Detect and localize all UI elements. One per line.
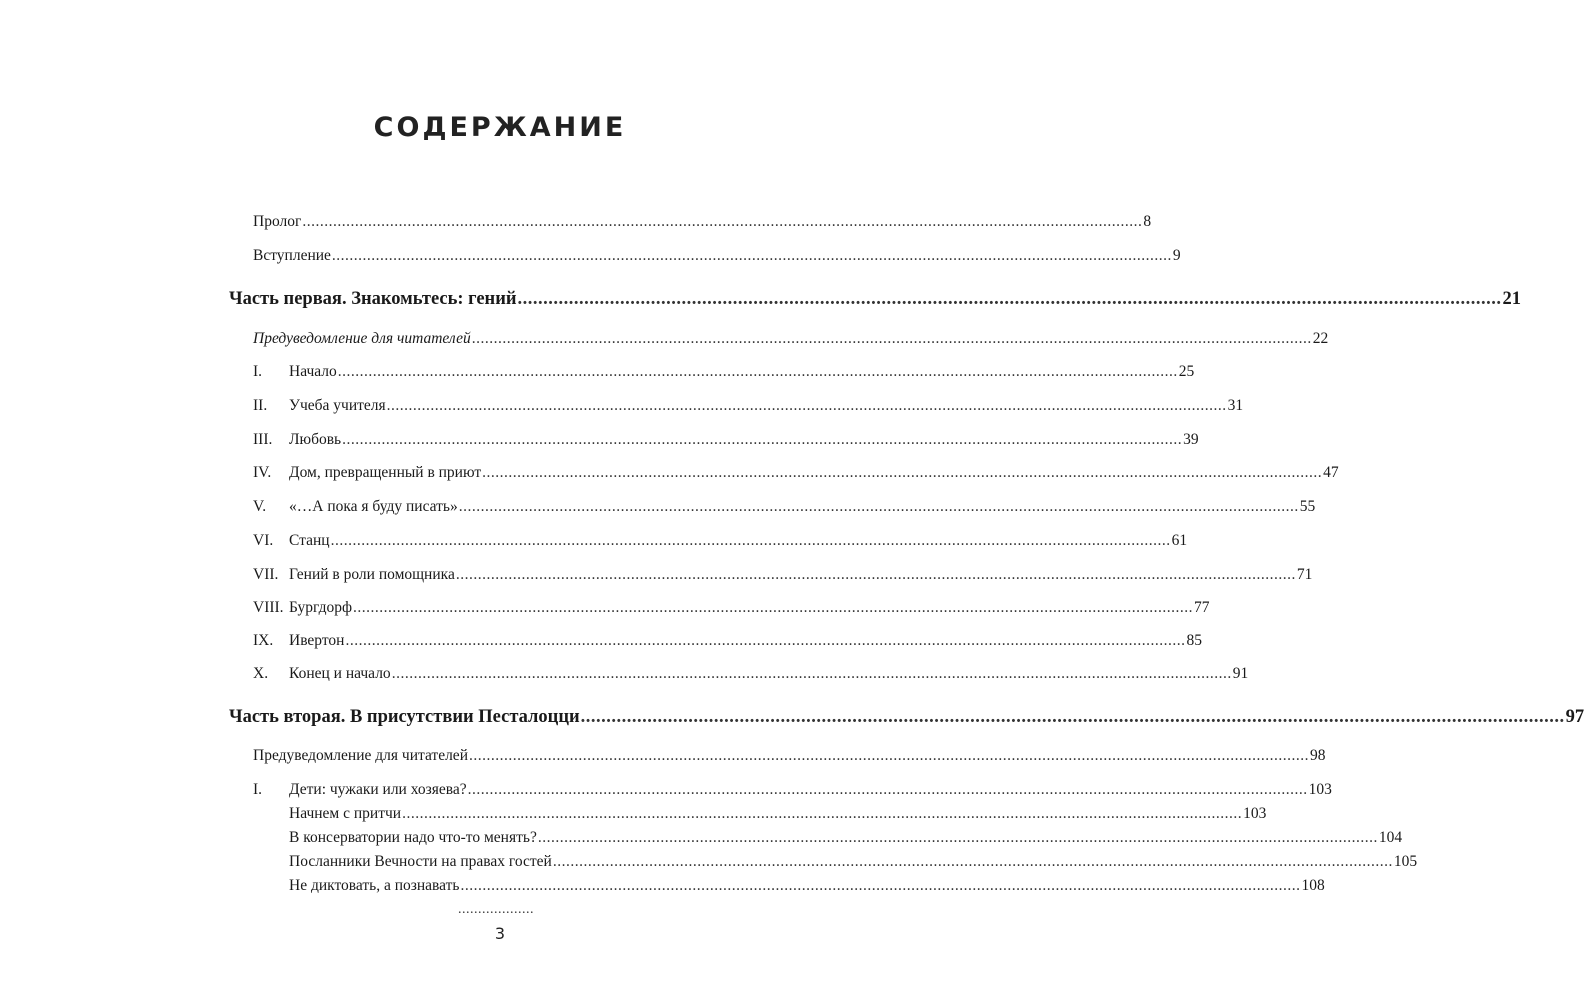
toc-leader-dots: ................................................................................................................................................................................................	[330, 532, 1171, 549]
toc-entry-label: Бургдорф	[289, 599, 353, 616]
toc-part-heading	[229, 287, 1522, 311]
toc-leader-dots: ................................................................................................................................................................................................	[353, 599, 1194, 616]
toc-subsection	[253, 804, 1267, 824]
toc-entry-page: 25	[1178, 363, 1195, 380]
toc-entry-page: 61	[1171, 532, 1188, 549]
toc-chapter	[253, 631, 1202, 651]
toc-chapter-number: V.	[253, 498, 267, 515]
toc-chapter	[253, 531, 1188, 551]
toc-entry-preface	[253, 746, 1326, 766]
toc-entry-label: Предуведомление для читателей	[253, 747, 468, 764]
toc-chapter-number: IV.	[253, 464, 272, 481]
toc-chapter-number: I.	[253, 363, 263, 380]
toc-chapter	[253, 463, 1339, 483]
toc-leader-dots: ................................................................................................................................................................................................	[455, 566, 1296, 583]
toc-entry-page: 47	[1323, 464, 1339, 481]
toc-chapter-number: III.	[253, 431, 273, 448]
toc-entry-label: Предуведомление для читателей	[253, 330, 471, 347]
toc-leader-dots: ................................................................................................................................................................................................	[552, 853, 1393, 870]
toc-entry-page: 71	[1296, 566, 1313, 583]
toc-subsection	[253, 876, 1325, 896]
toc-entry-label: Посланники Вечности на правах гостей	[289, 853, 552, 870]
toc-chapter-number: X.	[253, 665, 269, 682]
toc-leader-dots: ................................................................................................................................................................................................	[537, 829, 1378, 846]
toc-chapter	[253, 598, 1210, 618]
toc-entry-page: 77	[1194, 599, 1210, 616]
toc-chapter	[253, 430, 1199, 450]
toc-entry-label: В консерватории надо что-то менять?	[289, 829, 537, 846]
toc-chapter	[253, 565, 1313, 585]
page-title: СОДЕРЖАНИЕ	[373, 112, 627, 143]
toc-entry-page: 108	[1301, 877, 1325, 894]
toc-chapter-number: IX.	[253, 632, 274, 649]
toc-chapter	[253, 780, 1332, 800]
toc-entry-preface	[253, 329, 1329, 349]
toc-entry-prologue	[253, 212, 1152, 232]
toc-leader-dots: ................................................................................................................................................................................................	[460, 877, 1301, 894]
toc-leader-dots: ................................................................................................................................................................................................	[391, 665, 1232, 682]
page-number: 3	[494, 924, 506, 943]
toc-subsection	[253, 852, 1418, 872]
toc-leader-dots: ................................................................................................................................................................................................	[458, 498, 1299, 515]
toc-entry-page: 104	[1378, 829, 1403, 846]
toc-entry-page: 98	[1310, 747, 1326, 764]
toc-entry-page: 31	[1227, 397, 1244, 414]
toc-entry-label: «…А пока я буду писать»	[289, 498, 458, 515]
toc-entry-page: 22	[1312, 330, 1329, 347]
toc-entry-label: Вступление	[253, 247, 331, 264]
toc-chapter	[253, 396, 1244, 416]
toc-chapter	[253, 362, 1195, 382]
toc-entry-label: Пролог	[253, 213, 302, 230]
toc-entry-page: 9	[1172, 247, 1181, 264]
toc-leader-dots: ................................................................................................................................................................................................	[471, 330, 1312, 347]
toc-leader-dots: ................................................................................................................................................................................................	[337, 363, 1178, 380]
toc-entry-label: Начнем с притчи	[289, 805, 402, 822]
toc-entry-page: 39	[1183, 431, 1199, 448]
toc-chapter-number: I.	[253, 781, 263, 798]
toc-leader-dots: ................................................................................................................................................................................................	[469, 747, 1309, 764]
toc-leader-dots: ................................................................................................................................................................................................	[482, 464, 1323, 481]
toc-entry-page: 105	[1393, 853, 1418, 870]
toc-entry-label: Гений в роли помощника	[289, 566, 455, 583]
toc-entry-label: Дом, превращенный в приют	[289, 464, 482, 481]
toc-leader-dots: ................................................................................................................................................................................................	[517, 289, 1502, 309]
toc-entry-label: Станц	[289, 532, 330, 549]
toc-entry-page: 21	[1502, 289, 1522, 309]
toc-entry-label: Дети: чужаки или хозяева?	[289, 781, 467, 798]
toc-chapter	[253, 497, 1316, 517]
toc-entry-label: Не диктовать, а познавать	[289, 877, 460, 894]
toc-entry-page: 8	[1143, 213, 1152, 230]
toc-leader-dots: ................................................................................................................................................................................................	[402, 805, 1243, 822]
toc-entry-label: Часть вторая. В присутствии Песталоцци	[229, 707, 580, 727]
toc-leader-dots: ................................................................................................................................................................................................	[345, 632, 1186, 649]
toc-chapter-number: VIII.	[253, 599, 284, 616]
toc-entry-label: Начало	[289, 363, 337, 380]
continuation-dots: ...................	[458, 902, 534, 917]
toc-chapter-number: II.	[253, 397, 268, 414]
toc-chapter-number: VII.	[253, 566, 279, 583]
toc-subsection	[253, 828, 1403, 848]
toc-leader-dots: ................................................................................................................................................................................................	[342, 431, 1183, 448]
toc-entry-label: Любовь	[289, 431, 342, 448]
toc-leader-dots: ................................................................................................................................................................................................	[467, 781, 1308, 798]
toc-entry-label: Ивертон	[289, 632, 345, 649]
toc-leader-dots: ................................................................................................................................................................................................	[386, 397, 1227, 414]
toc-entry-page: 85	[1186, 632, 1202, 649]
toc-chapter-number: VI.	[253, 532, 274, 549]
toc-entry-page: 103	[1243, 805, 1267, 822]
toc-part-heading	[229, 705, 1584, 729]
toc-entry-label: Конец и начало	[289, 665, 391, 682]
toc-leader-dots: ................................................................................................................................................................................................	[302, 213, 1143, 230]
toc-entry-page: 91	[1232, 665, 1249, 682]
toc-entry-label: Учеба учителя	[289, 397, 386, 414]
toc-entry-introduction	[253, 246, 1181, 266]
toc-leader-dots: ................................................................................................................................................................................................	[580, 707, 1565, 727]
toc-entry-page: 103	[1308, 781, 1332, 798]
toc-entry-label: Часть первая. Знакомьтесь: гений	[229, 289, 517, 309]
toc-entry-page: 55	[1299, 498, 1316, 515]
toc-entry-page: 97	[1565, 707, 1584, 727]
toc-chapter	[253, 664, 1249, 684]
toc-leader-dots: ................................................................................................................................................................................................	[331, 247, 1172, 264]
